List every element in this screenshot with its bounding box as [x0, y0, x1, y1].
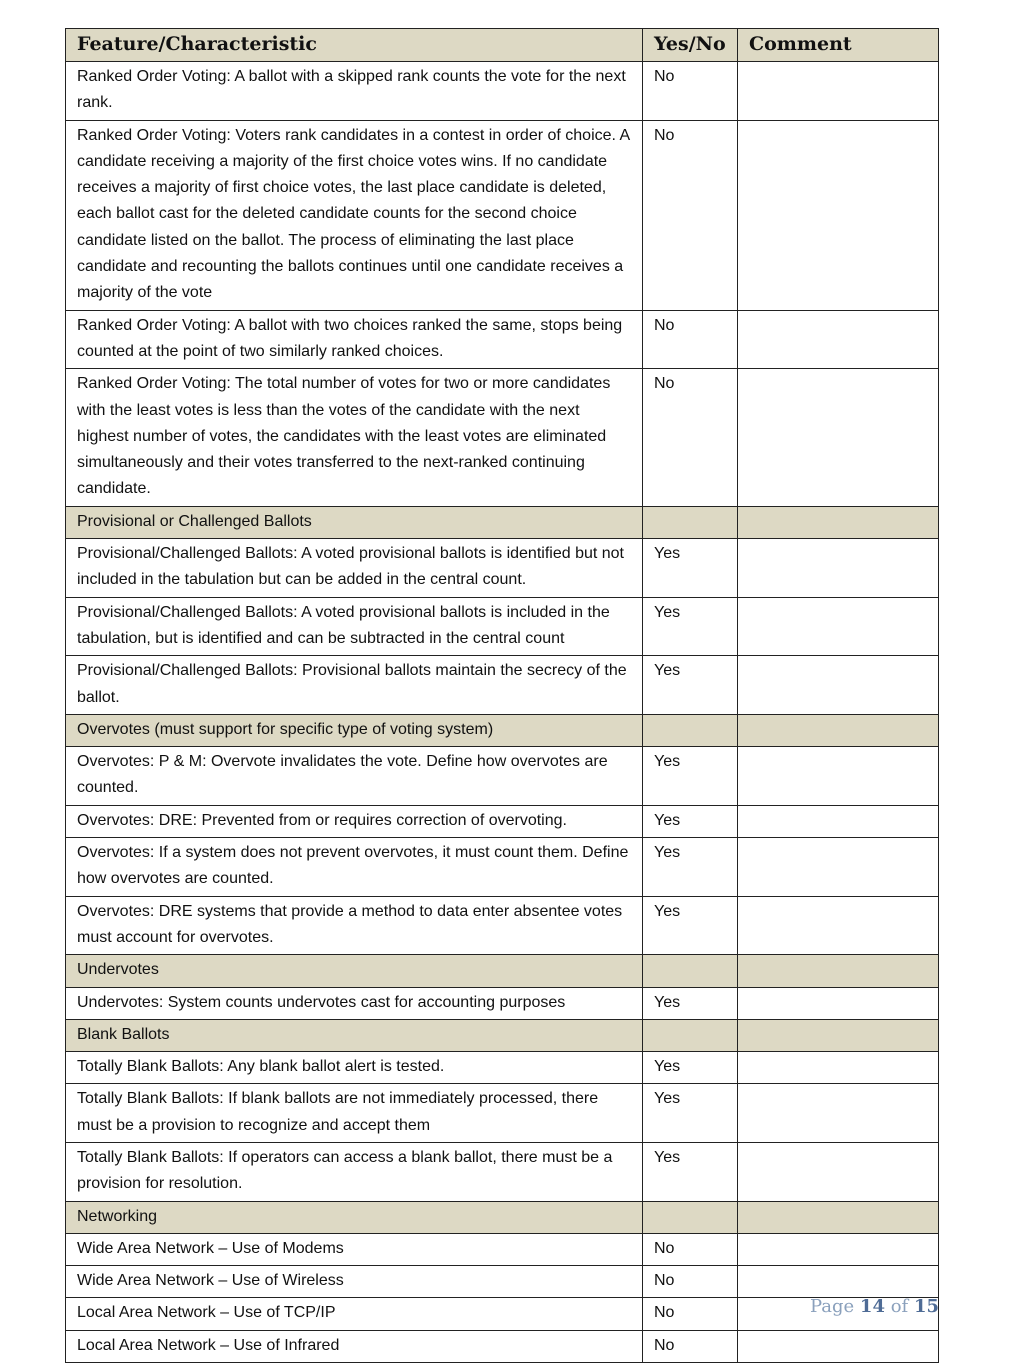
table-row	[66, 1266, 939, 1298]
section-row	[66, 506, 939, 538]
answer-cell	[643, 1201, 738, 1233]
answer-cell: No	[643, 1233, 738, 1265]
answer-cell: Yes	[643, 747, 738, 806]
table-row	[66, 1052, 939, 1084]
feature-cell: Blank Ballots	[66, 1019, 643, 1051]
table-header-row	[66, 29, 939, 62]
answer-cell: Yes	[643, 838, 738, 897]
table-row	[66, 987, 939, 1019]
comment-cell	[738, 597, 939, 656]
table-row	[66, 656, 939, 715]
feature-cell: Overvotes: DRE systems that provide a method to data enter absentee votes must account for overvotes.	[66, 896, 643, 955]
table-row	[66, 120, 939, 310]
answer-cell: No	[643, 1330, 738, 1362]
comment-cell	[738, 838, 939, 897]
answer-cell: No	[643, 369, 738, 506]
comment-cell	[738, 896, 939, 955]
comment-cell	[738, 805, 939, 837]
feature-cell: Undervotes: System counts undervotes cast for accounting purposes	[66, 987, 643, 1019]
header-yes-no: Yes/No	[643, 29, 738, 62]
feature-cell: Totally Blank Ballots: If blank ballots are not immediately processed, there must be a provision to recognize and accept them	[66, 1084, 643, 1143]
comment-cell	[738, 369, 939, 506]
page-label: Page	[809, 1296, 860, 1317]
table-row	[66, 1233, 939, 1265]
page-number	[810, 1296, 939, 1317]
comment-cell	[738, 987, 939, 1019]
answer-cell: Yes	[643, 987, 738, 1019]
comment-cell	[738, 310, 939, 369]
table-row	[66, 1142, 939, 1201]
feature-cell: Totally Blank Ballots: If operators can access a blank ballot, there must be a provision for resolution.	[66, 1142, 643, 1201]
answer-cell: Yes	[643, 597, 738, 656]
comment-cell	[738, 1233, 939, 1265]
comment-cell	[738, 955, 939, 987]
feature-cell: Provisional/Challenged Ballots: Provisional ballots maintain the secrecy of the ballot.	[66, 656, 643, 715]
page-of-label: of	[884, 1296, 914, 1317]
comment-cell	[738, 1084, 939, 1143]
feature-cell: Overvotes: P & M: Overvote invalidates the vote. Define how overvotes are counted.	[66, 747, 643, 806]
features-table	[65, 28, 939, 1363]
answer-cell	[643, 955, 738, 987]
feature-cell: Ranked Order Voting: Voters rank candidates in a contest in order of choice. A candidate receiving a majority of the first choice votes wins. If no candidate receives a majority of first choice votes, the last place candidate is deleted, each ballot cast for the deleted candidate counts for the second choice candidate listed on the ballot. The process of eliminating the last place candidate and recounting the ballots continues until one candidate receives a majority of the vote	[66, 120, 643, 310]
comment-cell	[738, 1266, 939, 1298]
comment-cell	[738, 656, 939, 715]
feature-cell: Ranked Order Voting: The total number of votes for two or more candidates with the least votes is less than the votes of the candidate with the next highest number of votes, the candidates with the least votes are eliminated simultaneously and their votes transferred to the next-ranked continuing candidate.	[66, 369, 643, 506]
answer-cell: No	[643, 1266, 738, 1298]
table-row	[66, 1330, 939, 1362]
answer-cell: Yes	[643, 539, 738, 598]
comment-cell	[738, 1330, 939, 1362]
feature-cell: Networking	[66, 1201, 643, 1233]
table-row	[66, 896, 939, 955]
answer-cell	[643, 1019, 738, 1051]
table-row	[66, 805, 939, 837]
feature-cell: Overvotes: DRE: Prevented from or requires correction of overvoting.	[66, 805, 643, 837]
answer-cell: Yes	[643, 1084, 738, 1143]
comment-cell	[738, 120, 939, 310]
section-row	[66, 955, 939, 987]
answer-cell	[643, 506, 738, 538]
feature-cell: Local Area Network – Use of Infrared	[66, 1330, 643, 1362]
answer-cell	[643, 714, 738, 746]
section-row	[66, 1019, 939, 1051]
comment-cell	[738, 747, 939, 806]
table-row	[66, 1298, 939, 1330]
total-pages: 15	[913, 1296, 939, 1317]
answer-cell: Yes	[643, 656, 738, 715]
feature-cell: Totally Blank Ballots: Any blank ballot alert is tested.	[66, 1052, 643, 1084]
feature-cell: Local Area Network – Use of TCP/IP	[66, 1298, 643, 1330]
answer-cell: No	[643, 120, 738, 310]
feature-cell: Overvotes: If a system does not prevent overvotes, it must count them. Define how overvotes are counted.	[66, 838, 643, 897]
table-row	[66, 62, 939, 121]
answer-cell: No	[643, 1298, 738, 1330]
table-row	[66, 1084, 939, 1143]
table-row	[66, 597, 939, 656]
table-row	[66, 369, 939, 506]
feature-cell: Provisional or Challenged Ballots	[66, 506, 643, 538]
comment-cell	[738, 506, 939, 538]
answer-cell: Yes	[643, 805, 738, 837]
table-row	[66, 310, 939, 369]
table-body	[66, 62, 939, 1363]
table-row	[66, 838, 939, 897]
answer-cell: Yes	[643, 1142, 738, 1201]
answer-cell: No	[643, 310, 738, 369]
comment-cell	[738, 1019, 939, 1051]
feature-cell: Provisional/Challenged Ballots: A voted provisional ballots is included in the tabulation, but is identified and can be subtracted in the central count	[66, 597, 643, 656]
section-row	[66, 1201, 939, 1233]
feature-cell: Overvotes (must support for specific type of voting system)	[66, 714, 643, 746]
feature-cell: Wide Area Network – Use of Wireless	[66, 1266, 643, 1298]
comment-cell	[738, 1201, 939, 1233]
feature-cell: Wide Area Network – Use of Modems	[66, 1233, 643, 1265]
section-row	[66, 714, 939, 746]
header-feature: Feature/Characteristic	[66, 29, 643, 62]
table-row	[66, 539, 939, 598]
comment-cell	[738, 539, 939, 598]
feature-cell: Ranked Order Voting: A ballot with two choices ranked the same, stops being counted at the point of two similarly ranked choices.	[66, 310, 643, 369]
comment-cell	[738, 62, 939, 121]
feature-cell: Ranked Order Voting: A ballot with a skipped rank counts the vote for the next rank.	[66, 62, 643, 121]
current-page: 14	[859, 1296, 885, 1317]
comment-cell	[738, 1142, 939, 1201]
answer-cell: Yes	[643, 1052, 738, 1084]
comment-cell	[738, 714, 939, 746]
feature-cell: Provisional/Challenged Ballots: A voted provisional ballots is identified but not included in the tabulation but can be added in the central count.	[66, 539, 643, 598]
table-row	[66, 747, 939, 806]
comment-cell	[738, 1052, 939, 1084]
header-comment: Comment	[738, 29, 939, 62]
answer-cell: Yes	[643, 896, 738, 955]
feature-cell: Undervotes	[66, 955, 643, 987]
answer-cell: No	[643, 62, 738, 121]
